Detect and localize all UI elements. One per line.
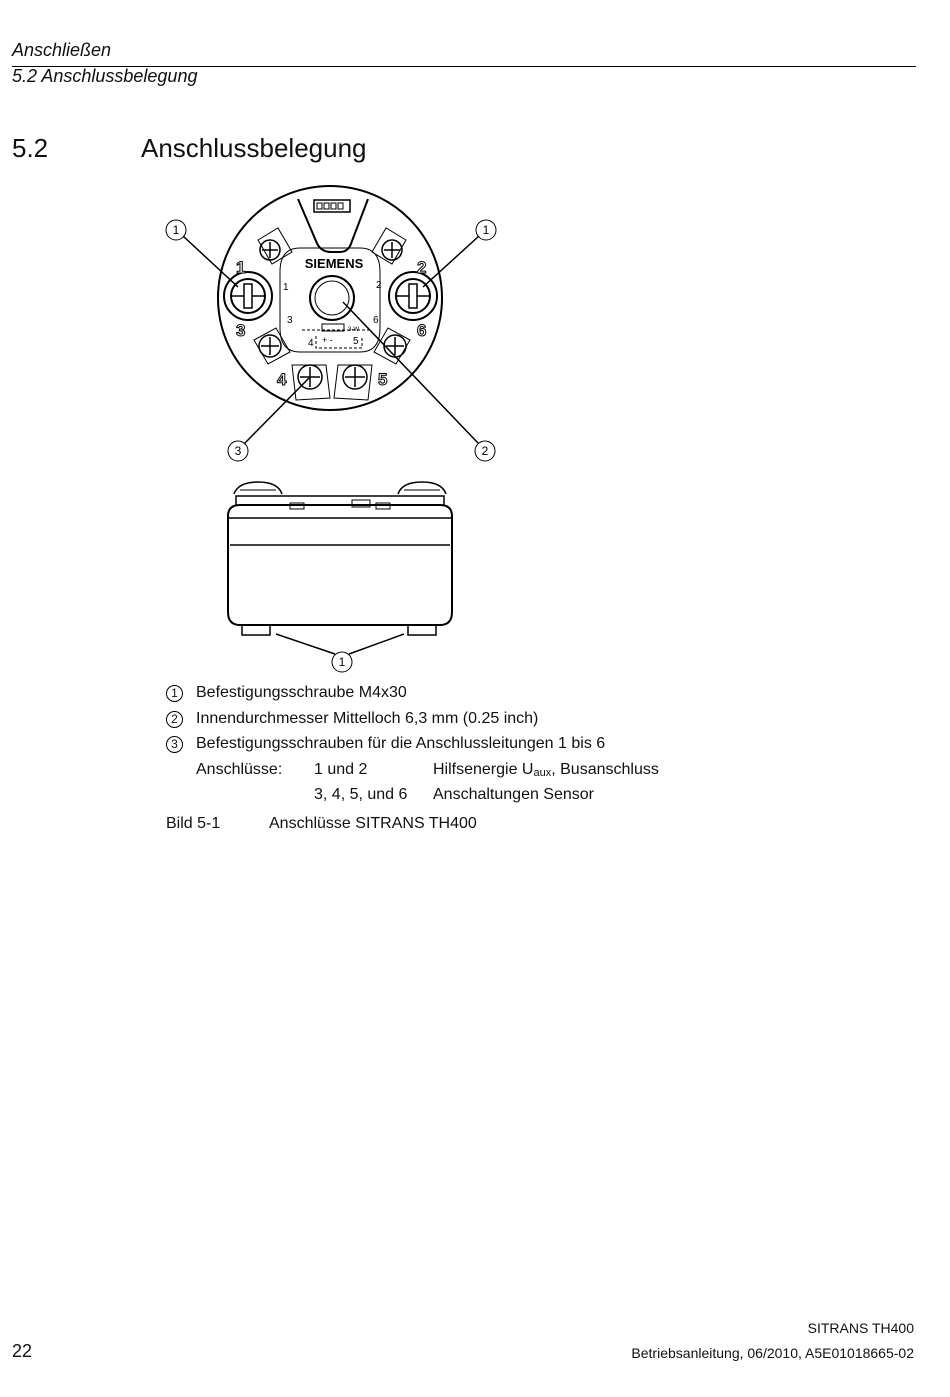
wire-label: 3-W xyxy=(348,327,359,333)
legend-text-2: Innendurchmesser Mittelloch 6,3 mm (0.25 inch) xyxy=(196,710,539,727)
section-number: 5.2 xyxy=(12,133,49,163)
running-header-chapter: Anschließen xyxy=(12,40,112,60)
terminal-number-2: 2 xyxy=(417,258,427,277)
connections-row-1-desc: Hilfsenergie $U_{aux}$, Busanschluss xyxy=(433,761,659,779)
brand-logo: SIEMENS xyxy=(304,256,364,271)
terminal-number-5: 5 xyxy=(378,370,388,389)
legend-text-1: Befestigungsschraube M4x30 xyxy=(196,684,407,701)
polarity-label: + - xyxy=(322,335,333,345)
legend-number-3: 3 xyxy=(166,736,183,753)
terminal-screws xyxy=(224,228,437,400)
callout-1-right-text: 1 xyxy=(482,223,490,237)
terminal-screw-5 xyxy=(334,365,372,400)
inner-label-1: 1 xyxy=(283,282,289,293)
fixing-screw-left xyxy=(224,272,272,320)
connections-row-2-terminals: 3, 4, 5, und 6 xyxy=(314,786,408,803)
figure-caption-label: Bild 5-1 xyxy=(166,815,221,832)
terminal-screw-top-right xyxy=(372,228,406,264)
figure-caption-text: Anschlüsse SITRANS TH400 xyxy=(269,815,477,832)
footer-product: SITRANS TH400 xyxy=(807,1320,914,1336)
dip-switch-block xyxy=(314,200,350,212)
center-hole xyxy=(310,276,354,320)
terminal-number-4: 4 xyxy=(277,370,287,389)
callout-2-text: 2 xyxy=(481,444,489,458)
connections-row-2-desc: Anschaltungen Sensor xyxy=(433,786,594,803)
fixing-screw-right xyxy=(389,272,437,320)
footer-document-info: Betriebsanleitung, 06/2010, A5E01018665-02 xyxy=(631,1345,914,1361)
legend-number-1: 1 xyxy=(166,685,183,702)
terminal-screw-top-left xyxy=(258,228,292,264)
callout-3-text: 3 xyxy=(234,444,242,458)
terminal-number-6: 6 xyxy=(417,321,427,340)
legend-number-2: 2 xyxy=(166,711,183,728)
inner-label-4: 4 xyxy=(308,338,314,349)
terminal-number-3: 3 xyxy=(236,321,246,340)
legend-text-3: Befestigungsschrauben für die Anschlussleitungen 1 bis 6 xyxy=(196,735,606,752)
terminal-screw-4 xyxy=(292,365,330,400)
section-title: Anschlussbelegung xyxy=(141,133,367,163)
page-number: 22 xyxy=(12,1341,33,1361)
connections-label: Anschlüsse: xyxy=(196,761,283,778)
callout-1-bottom-text: 1 xyxy=(338,655,346,669)
connections-row-1-terminals: 1 und 2 xyxy=(314,761,368,778)
callout-1-left-text: 1 xyxy=(172,223,180,237)
inner-label-6: 6 xyxy=(373,315,379,326)
running-header-section: 5.2 Anschlussbelegung xyxy=(12,66,198,86)
inner-label-5: 5 xyxy=(353,336,359,347)
side-view xyxy=(228,482,452,635)
inner-label-2: 2 xyxy=(376,280,382,291)
terminal-number-1: 1 xyxy=(236,258,246,277)
inner-label-3: 3 xyxy=(287,315,293,326)
